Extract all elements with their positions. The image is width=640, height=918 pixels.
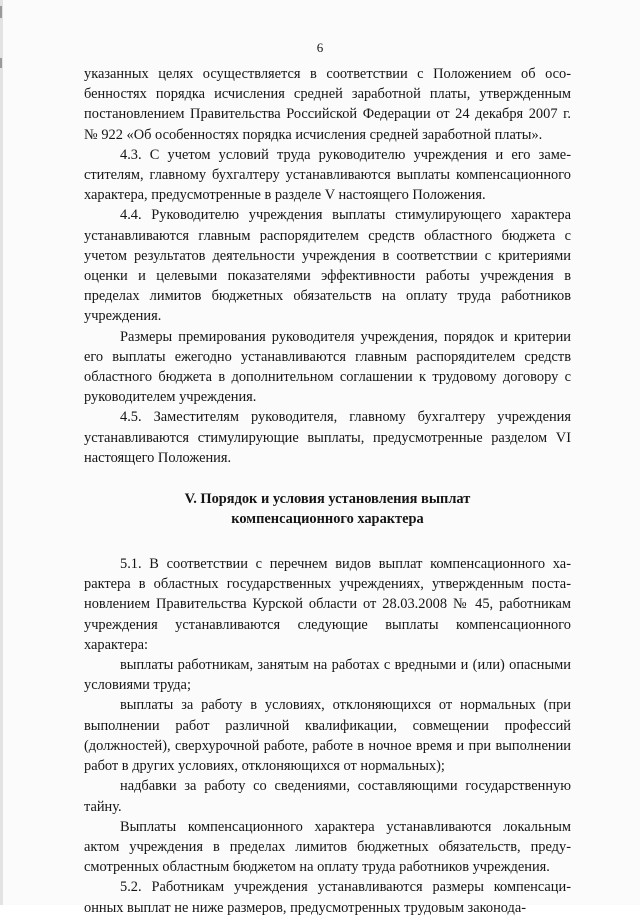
paragraph: выплаты работникам, занятым на работах с вредными и (или) опасными условиями труда;: [84, 657, 571, 694]
section-title-line: компенсационного характера: [231, 511, 424, 528]
paragraph: 4.4. Руководителю учреждения выплаты стимулирующего характера устанавливаются главным распорядителем средств областного бюджета с учетом результатов деятельности учреждения в соответствии с критериями оценки и целевыми показателями эффективности работы учреждения в пределах лимитов бюджетных обязательств на оплату труда работников учреждения.: [84, 207, 571, 325]
paragraph: выплаты за работу в условиях, отклоняющихся от нормальных (при выполнении работ различной квалификации, совмещении профессий (должностей), сверхурочной работе, работе в ночное время и при выполнении работ в других условиях, отклоняющихся от нормальных);: [84, 697, 571, 775]
paragraph: 5.1. В соответствии с перечнем видов выплат компенсационного характера в областных государственных учреждениях, утвержденным постановлением Правительства Курской области от 28.03.2008 № 45, работникам учреждения устанавливаются следующие выплаты компенсационного характера:: [84, 556, 571, 653]
document-body: [84, 64, 571, 918]
paragraph: 5.2. Работникам учреждения устанавливаются размеры компенсационных выплат не ниже размеров, предусмотренных трудовым законода-: [84, 879, 571, 916]
scan-mark: [0, 58, 2, 68]
paragraph: 4.5. Заместителям руководителя, главному бухгалтеру учреждения устанавливаются стимулирующие выплаты, предусмотренные разделом VI настоящего Положения.: [84, 409, 571, 466]
paragraph: указанных целях осуществляется в соответствии с Положением об особенностях порядка исчисления средней заработной платы, утвержденным постановлением Правительства Российской Федерации от 24 декабря 2007 г. № 922 «Об особенностях порядка исчисления средней заработной платы».: [84, 66, 571, 143]
paragraph: Выплаты компенсационного характера устанавливаются локальным актом учреждения в пределах лимитов бюджетных обязательств, предусмотренных областным бюджетом на оплату труда работников учреждения.: [84, 818, 571, 876]
scan-mark: [0, 6, 2, 18]
page-number: 6: [316, 40, 324, 55]
section-title-line: V. Порядок и условия установления выплат: [184, 491, 471, 508]
paragraph: 4.3. С учетом условий труда руководителю учреждения и его заместителям, главному бухгалтеру устанавливаются выплаты компенсационного характера, предусмотренные в разделе V настоящего Положения.: [84, 146, 571, 204]
scan-edge: [0, 0, 3, 905]
paragraph: надбавки за работу со сведениями, составляющими государственную тайну.: [84, 778, 571, 815]
paragraph: Размеры премирования руководителя учреждения, порядок и критерии его выплаты ежегодно устанавливаются главным распорядителем средств областного бюджета в дополнительном соглашении к трудовому договору с руководителем учреждения.: [84, 328, 571, 406]
section-title: [84, 489, 571, 529]
